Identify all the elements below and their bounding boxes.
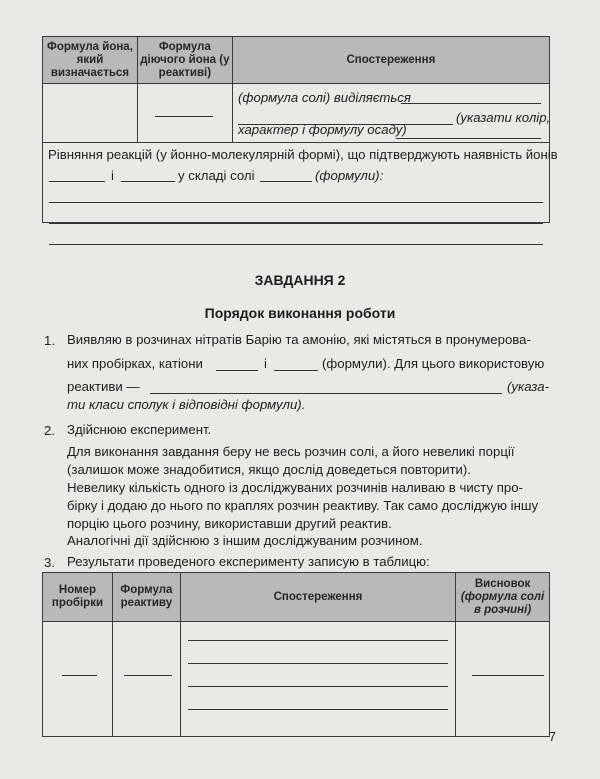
- step-number: 1.: [44, 333, 55, 348]
- answer-line[interactable]: [49, 202, 543, 203]
- equation-in-salt: у складі солі: [178, 168, 255, 183]
- col-header-reagent-formula: [112, 573, 180, 622]
- step1-line4: ти класи сполук і відповідні формули).: [67, 397, 306, 412]
- answer-line[interactable]: [121, 181, 175, 182]
- answer-line[interactable]: [396, 138, 541, 139]
- reagent-ion-cell[interactable]: [137, 84, 232, 143]
- col-header-tube-number: [43, 573, 113, 622]
- header-text: в розчині): [473, 603, 532, 616]
- step1-line3b: (указа-: [507, 379, 549, 394]
- answer-line[interactable]: [155, 116, 213, 117]
- answer-line[interactable]: [124, 675, 172, 676]
- reagent-formula-cell[interactable]: [112, 622, 180, 737]
- answer-line[interactable]: [401, 103, 541, 104]
- step1-line1: Виявляю в розчинах нітратів Барію та амонію, які містяться в пронумерова-: [67, 332, 531, 347]
- col-header-ion-formula: Формула йона, який визначається: [43, 37, 138, 84]
- step2-p5: порцію цього розчину, використавши другий реактив.: [67, 516, 392, 531]
- answer-line[interactable]: [216, 370, 258, 371]
- step1-line2c: (формули). Для цього використовую: [322, 356, 545, 371]
- answer-line[interactable]: [188, 663, 448, 664]
- header-text: (формула солі: [460, 590, 545, 603]
- color-hint-text: (указати колір,: [456, 110, 551, 125]
- answer-line[interactable]: [49, 244, 543, 245]
- salt-formula-text: (формула солі) виділяється: [238, 90, 411, 105]
- results-table: [42, 572, 550, 737]
- answer-line[interactable]: [49, 181, 105, 182]
- answer-line[interactable]: [49, 223, 543, 224]
- step2-p2: (залишок може знадобитися, якщо дослід доведеться повторити).: [67, 462, 471, 477]
- answer-line[interactable]: [260, 181, 312, 182]
- header-text: реактиву: [120, 597, 173, 609]
- col-header-reagent-ion: Формула діючого йона (у реактиві): [137, 37, 232, 84]
- header-text: Формула: [120, 584, 173, 596]
- answer-line[interactable]: [188, 640, 448, 641]
- step1-line3a: реактиви —: [67, 379, 140, 394]
- task-subtitle: Порядок виконання роботи: [204, 305, 396, 321]
- step3-text: Результати проведеного експерименту записую в таблицю:: [67, 554, 430, 569]
- page-number: 7: [548, 729, 556, 744]
- step2-title: Здійснюю експеримент.: [67, 422, 212, 437]
- answer-line[interactable]: [188, 686, 448, 687]
- answer-line[interactable]: [188, 709, 448, 710]
- tube-number-cell[interactable]: [43, 622, 113, 737]
- step-number: 3.: [44, 555, 55, 570]
- answer-line[interactable]: [274, 370, 318, 371]
- equation-and: і: [111, 168, 114, 183]
- observation-cell[interactable]: [180, 622, 455, 737]
- task-title: ЗАВДАННЯ 2: [254, 272, 346, 288]
- answer-line[interactable]: [62, 675, 97, 676]
- step1-line2b: і: [264, 356, 267, 371]
- step2-p6: Аналогічні дії здійснюю з іншим досліджуваним розчином.: [67, 533, 423, 548]
- col-header-observation: Спостереження: [232, 37, 549, 84]
- equation-formulas-hint: (формули):: [315, 168, 384, 183]
- step2-p3: Невелику кількість одного із досліджуваних розчинів наливаю в чисту про-: [67, 480, 523, 495]
- answer-line[interactable]: [472, 675, 544, 676]
- header-text: пробірки: [51, 597, 104, 609]
- step2-p4: бірку і додаю до нього по краплях розчин реактиву. Так само досліджую іншу: [67, 498, 539, 513]
- step-number: 2.: [44, 423, 55, 438]
- precipitate-hint-text: характер і формулу осаду): [238, 122, 407, 137]
- col-header-observation: Спостереження: [180, 573, 455, 622]
- ion-formula-cell[interactable]: [43, 84, 138, 143]
- header-text: Висновок: [474, 577, 531, 590]
- conclusion-cell[interactable]: [456, 622, 550, 737]
- col-header-conclusion: [456, 573, 550, 622]
- equation-label: Рівняння реакцій (у йонно-молекулярній формі), що підтверджують наявність йонів: [48, 147, 558, 162]
- step2-p1: Для виконання завдання беру не весь розчин солі, а його невеликі порції: [67, 444, 515, 459]
- step1-line2a: них пробірках, катіони: [67, 356, 203, 371]
- header-text: Номер: [58, 584, 97, 596]
